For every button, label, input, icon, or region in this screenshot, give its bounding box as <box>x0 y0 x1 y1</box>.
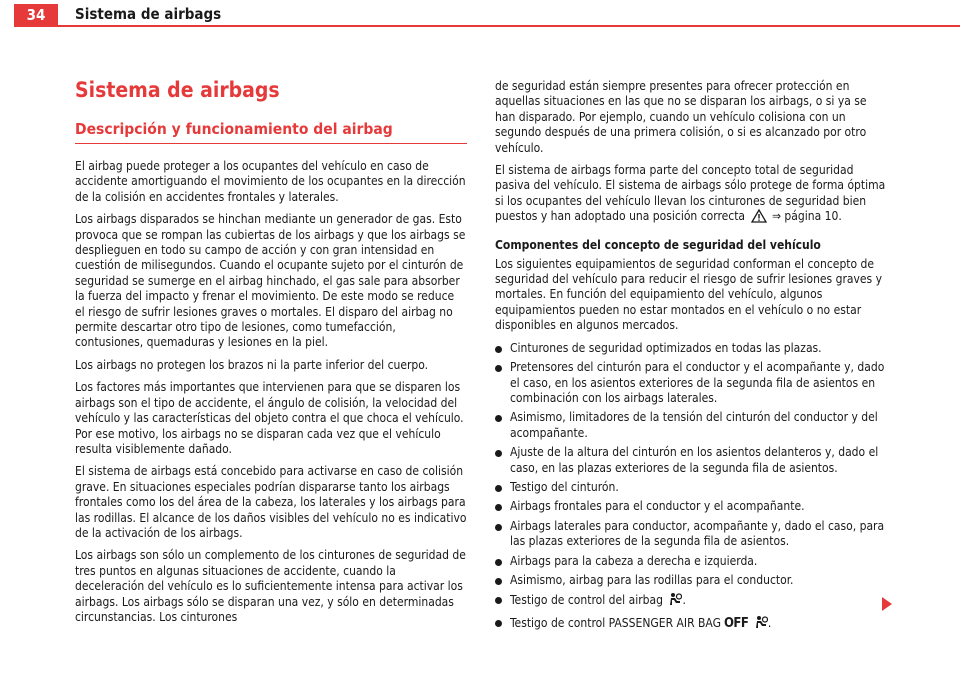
list-item: Pretensores del cinturón para el conductor y el acompañante y, dado el caso, en los asientos exteriores de la segunda fila de asientos en combinación con los airbags laterales. <box>495 360 887 406</box>
components-list <box>495 341 887 634</box>
page-reference-link[interactable]: ⇒ página 10. <box>771 209 842 224</box>
components-intro: Los siguientes equipamientos de seguridad conforman el concepto de seguridad del vehículo para reducir el riesgo de sufrir lesiones graves y mortales. En función del equipamiento del vehículo, algunos equipamientos pueden no estar montados en el vehículo o no estar disponibles en algunos mercados. <box>495 256 882 333</box>
list-item: Asimismo, limitadores de la tensión del cinturón del conductor y del acompañante. <box>495 410 887 441</box>
paragraph: de seguridad están siempre presentes para ofrecer protección en aquellas situaciones en las que no se disparan los airbags, o si ya se han disparado. Por ejemplo, cuando un vehículo colisiona con un segundo después de una primera colisión, o si es alcanzado por otro vehículo. <box>495 79 867 155</box>
paragraph: Los factores más importantes que intervienen para que se disparen los airbags son el tipo de accidente, el ángulo de colisión, la velocidad del vehículo y las características del objeto contra el que choca el vehículo. Por ese motivo, los airbags no se disparan cada vez que el vehículo resulta visiblemente dañado. <box>75 380 464 456</box>
bullet <box>495 559 502 566</box>
bullet <box>495 524 502 531</box>
concept-paragraph <box>495 163 887 228</box>
list-item: Ajuste de la altura del cinturón en los asientos delanteros y, dado el caso, en las plazas exteriores de la segunda fila de asientos. <box>495 445 887 476</box>
list-item: Airbags laterales para conductor, acompañante y, dado el caso, para las plazas exteriores de la segunda fila de asientos. <box>495 519 887 550</box>
bullet <box>495 415 502 422</box>
page-number: 34 <box>14 4 58 26</box>
running-title: Sistema de airbags <box>75 5 222 23</box>
list-item: Airbags para la cabeza a derecha e izquierda. <box>495 554 887 569</box>
right-column <box>495 79 887 637</box>
section-heading: Descripción y funcionamiento del airbag <box>75 119 467 144</box>
next-page-arrow-icon[interactable] <box>881 596 893 615</box>
components-heading: Componentes del concepto de seguridad del vehículo <box>495 237 821 252</box>
bullet <box>495 504 502 511</box>
bullet <box>495 620 502 627</box>
paragraph: Los airbags no protegen los brazos ni la parte inferior del cuerpo. <box>75 357 429 372</box>
bullet <box>495 597 502 604</box>
paragraph: El sistema de airbags está concebido para activarse en caso de colisión grave. En situaciones especiales podrían dispararse tanto los airbags frontales como los del área de la cabeza, los laterales y los airbags para las rodillas. El alcance de los daños visibles del vehículo no es indicativo de la activación de los airbags. <box>75 464 467 540</box>
bullet <box>495 450 502 457</box>
bullet <box>495 578 502 585</box>
list-item: Testigo de control PASSENGER AIR BAG OFF . <box>495 615 887 633</box>
bullet <box>495 365 502 372</box>
paragraph: Los airbags son sólo un complemento de los cinturones de seguridad de tres puntos en algunas situaciones de accidente, cuando la deceleración del vehículo es lo suficientemente intensa para activar los airbags. Los airbags sólo se disparan una vez, y sólo en determinadas circunstancias. Los cinturones <box>75 548 466 624</box>
list-item: Asimismo, airbag para las rodillas para el conductor. <box>495 573 887 588</box>
bullet <box>495 485 502 492</box>
paragraph: El airbag puede proteger a los ocupantes del vehículo en caso de accidente amortiguando el movimiento de los ocupantes en la dirección de la colisión en accidentes frontales y laterales. <box>75 159 466 204</box>
airbag-icon <box>754 615 768 633</box>
paragraph: Los airbags disparados se hinchan mediante un generador de gas. Esto provoca que se rompan las cubiertas de los airbags y que los airbags se desplieguen en todo su campo de acción y con gran intensidad en cuestión de milisegundos. Cuando el ocupante sujeto por el cinturón de seguridad se sumerge en el airbag hinchado, el gas sale para absorber la fuerza del impacto y frenar el movimiento. De este modo se reduce el riesgo de sufrir lesiones graves o mortales. El disparo del airbag no permite descartar otro tipo de lesiones, como tumefacción, contusiones, quemaduras y lesiones en la piel. <box>75 212 466 350</box>
list-item: Cinturones de seguridad optimizados en todas las plazas. <box>495 341 887 356</box>
page-title: Sistema de airbags <box>75 78 280 102</box>
concept-text: El sistema de airbags forma parte del concepto total de seguridad pasiva del vehículo. El sistema de airbags sólo protege de forma óptima si los ocupantes del vehículo llevan los cinturones de seguridad bien puestos y han adoptado una posición correcta <box>495 163 886 224</box>
header-rule <box>14 25 960 27</box>
page-header <box>0 0 960 26</box>
list-item: Testigo de control del airbag . <box>495 592 887 610</box>
bullet <box>495 346 502 353</box>
off-indicator: OFF <box>723 615 749 631</box>
list-item: Airbags frontales para el conductor y el acompañante. <box>495 499 887 514</box>
list-item: Testigo del cinturón. <box>495 480 887 495</box>
warning-triangle-icon <box>751 209 767 227</box>
left-column <box>75 77 467 632</box>
airbag-icon <box>668 592 682 610</box>
